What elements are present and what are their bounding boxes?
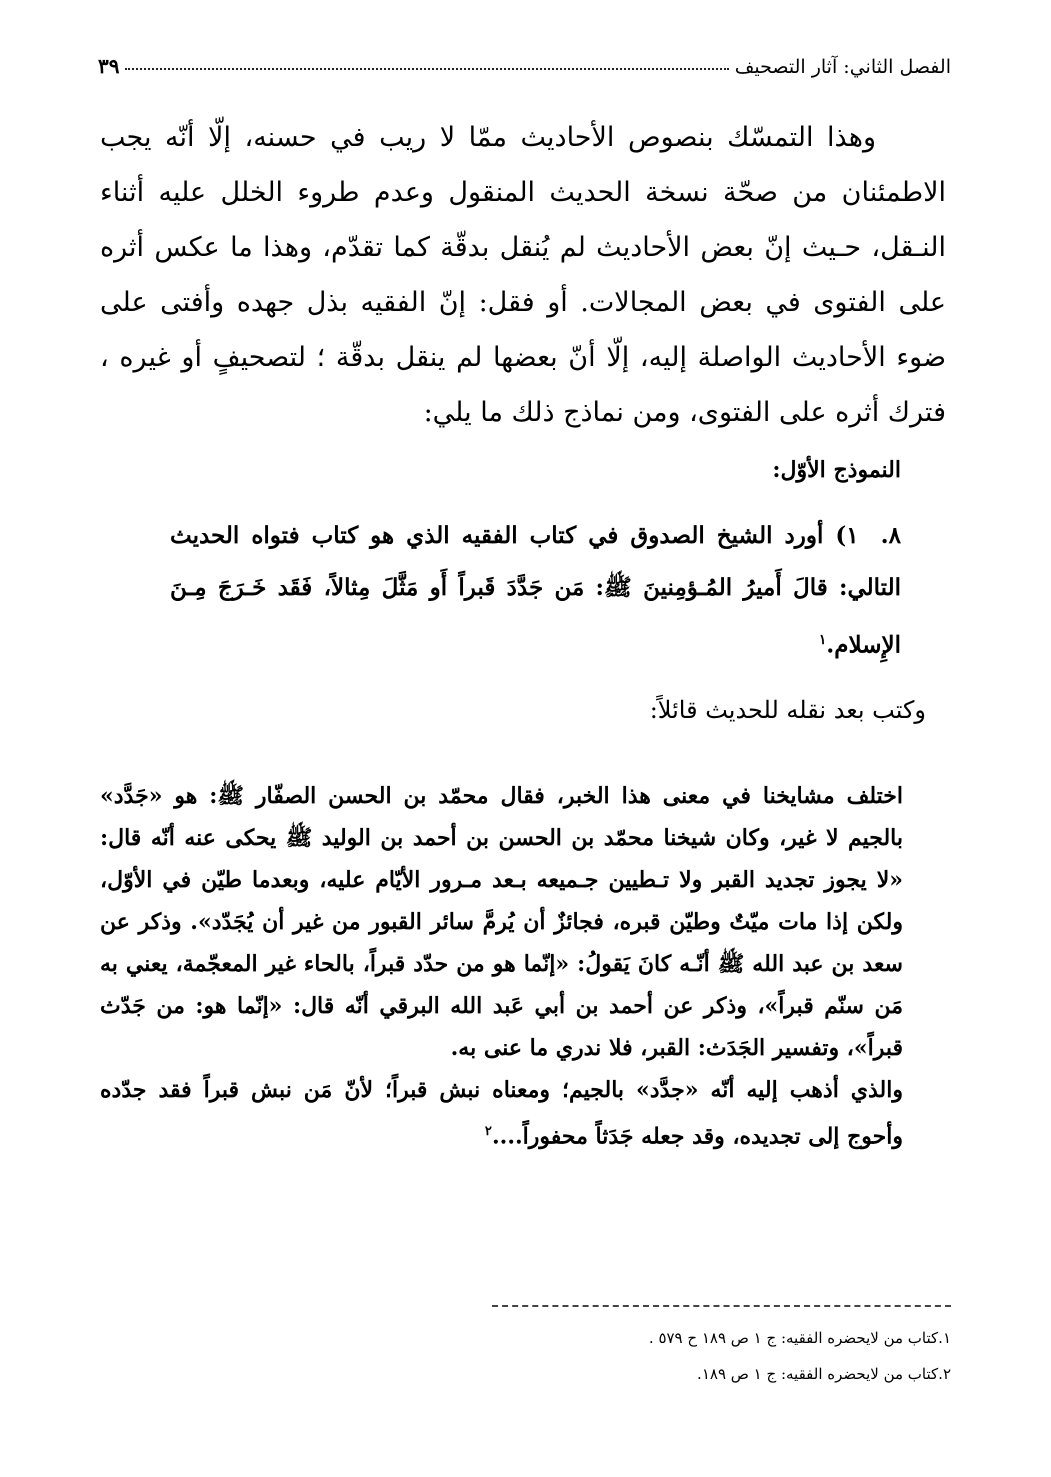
chapter-title: الفصل الثاني: آثار التصحيف (734, 56, 951, 78)
quote-paragraph-1: اختلف مشايخنا في معنى هذا الخبر، فقال محمّد بن الحسن الصفّار ﷺ: هو «جَدَّد» بالجيم لا غير، وكان شيخنا محمّد بن الحسن بن أحمد بن الوليد ﷺ يحكى عنه أنّه قال: «لا يجوز تجديد القبر ولا تـطيين جـميعه بـعد مـرور الأيّام عليه، وبعدما طيّن في الأوّل، ولكن إذا مات ميّتٌ وطيّن قبره، فجائزٌ أن يُرمَّ سائر القبور من غير أن يُجَدّد». وذكر عن سعد بن عبد الله ﷺ أنّـه كانَ يَقولُ: «إنّما هو من حدّد قبراً، بالحاء غير المعجّمة، يعني به مَن سنّم قبراً»، وذكر عن أحمد بن أبي عَبد الله البرقي أنّه قال: «إنّما هو: من جَدّث قبراً»، وتفسير الجَدَث: القبر، فلا ندري ما عنى به. (100, 783, 903, 1061)
example-item (170, 510, 901, 672)
after-quote-intro: وكتب بعد نقله للحديث قائلاً: (649, 696, 926, 724)
example-number: ٨. (880, 522, 901, 549)
intro-paragraph: وهذا التمسّك بنصوص الأحاديث ممّا لا ريب في حسنه، إلّا أنّه يجب الاطمئنان من صحّة نسخة الحديث المنقول وعدم طروء الخلل عليه أثناء النـقل، حـيث إنّ بعض الأحاديث لم يُنقل بدقّة كما تقدّم، وهذا ما عكس أثره على الفتوى في بعض المجالات. أو فقل: إنّ الفقيه بذل جهده وأفتى على ضوء الأحاديث الواصلة إليه، إلّا أنّ بعضها لم ينقل بدقّة ؛ لتصحيفٍ أو غيره ، فترك أثره على الفتوى، ومن نماذج ذلك ما يلي: (100, 122, 946, 428)
page-number: ٣٩ (98, 54, 120, 78)
footnote-ref-2: ٢ (484, 1124, 492, 1139)
footnote-ref-1: ١ (818, 632, 827, 648)
quote-paragraph-2 (100, 1069, 903, 1157)
footnote-separator (492, 1305, 951, 1307)
header-dot-leader (125, 67, 728, 70)
intro-section (100, 110, 946, 440)
footnotes (492, 1320, 951, 1392)
running-header (98, 38, 951, 78)
quoted-passage (100, 775, 903, 1157)
example-text: ١) أورد الشيخ الصدوق في كتاب الفقيه الذي هو كتاب فتواه الحديث التالي: قالَ أَميرُ المُـؤمِنينَ ﷺ: مَن جَدَّدَ قَبراً أَو مَثَّلَ مِثالاً، فَقَد خَـرَجَ مِـنَ الإِسلام. (170, 522, 901, 659)
footnote-1: ١.كتاب من لايحضره الفقيه: ج ١ ص ١٨٩ ح ٥٧٩ . (648, 1329, 951, 1347)
section-heading: النموذج الأوّل: (772, 457, 901, 483)
footnote-2: ٢.كتاب من لايحضره الفقيه: ج ١ ص ١٨٩. (697, 1365, 951, 1383)
quote-paragraph-2-text: والذي أذهب إليه أنّه «جدَّد» بالجيم؛ ومعناه نبش قبراً؛ لأنّ مَن نبش قبراً فقد جدّده وأحوج إلى تجديده، وقد جعله جَدَثاً محفوراً.... (100, 1077, 903, 1150)
